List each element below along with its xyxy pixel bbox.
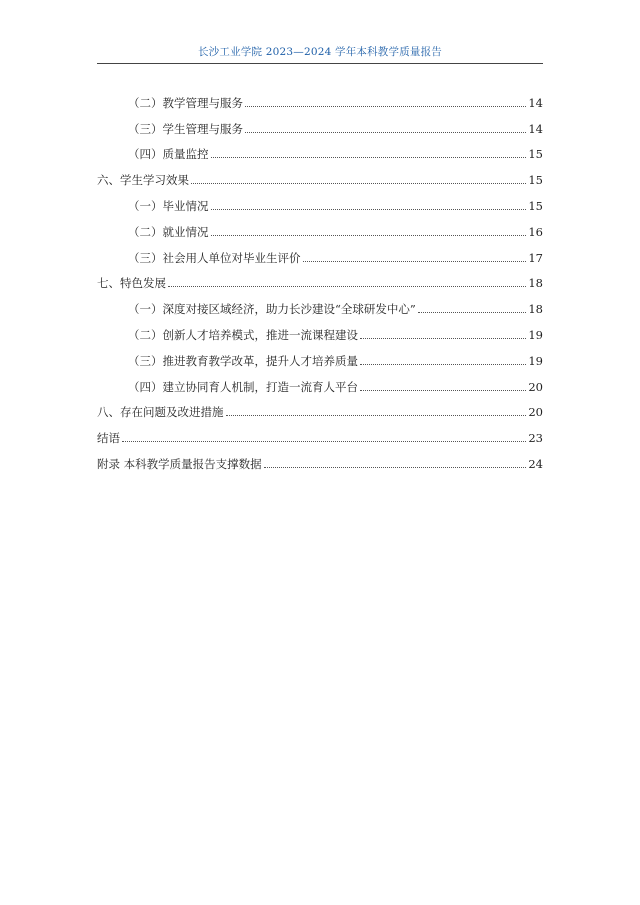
toc-entry[interactable] — [97, 342, 543, 368]
toc-dot-leader — [211, 157, 527, 158]
toc-entry[interactable] — [97, 110, 543, 136]
toc-entry[interactable] — [97, 239, 543, 265]
toc-entry-label: 六、学生学习效果 — [97, 173, 189, 188]
toc-entry-label: （二）就业情况 — [128, 224, 209, 239]
toc-entry-label: （三）社会用人单位对毕业生评价 — [128, 250, 301, 265]
toc-entry-page-number: 19 — [528, 327, 543, 342]
toc-entry-label: （一）毕业情况 — [128, 198, 209, 213]
toc-dot-leader — [168, 286, 526, 287]
toc-entry-label: 附录 本科教学质量报告支撑数据 — [97, 456, 262, 471]
toc-entry-label: 八、存在问题及改进措施 — [97, 405, 224, 420]
toc-entry[interactable] — [97, 136, 543, 162]
toc-entry-page-number: 14 — [528, 121, 543, 136]
toc-dot-leader — [360, 390, 526, 391]
toc-entry-label: 结语 — [97, 431, 120, 446]
toc-entry-page-number: 16 — [528, 224, 543, 239]
toc-entry-label: 七、特色发展 — [97, 276, 166, 291]
toc-dot-leader — [245, 132, 526, 133]
toc-entry-page-number: 15 — [528, 147, 543, 162]
toc-entry-page-number: 19 — [528, 353, 543, 368]
toc-dot-leader — [122, 441, 526, 442]
toc-entry[interactable] — [97, 316, 543, 342]
header-divider — [97, 63, 543, 64]
toc-entry-page-number: 15 — [528, 198, 543, 213]
toc-entry-page-number: 14 — [528, 95, 543, 110]
toc-entry-label: （四）建立协同育人机制，打造一流育人平台 — [128, 379, 358, 394]
toc-entry-label: （二）教学管理与服务 — [128, 95, 243, 110]
toc-entry-label: （一）深度对接区域经济，助力长沙建设“全球研发中心” — [128, 302, 416, 317]
toc-entry-page-number: 20 — [528, 405, 543, 420]
toc-entry-label: （三）学生管理与服务 — [128, 121, 243, 136]
toc-entry[interactable] — [97, 445, 543, 471]
toc-entry-page-number: 24 — [528, 456, 543, 471]
toc-entry[interactable] — [97, 368, 543, 394]
page-header-title: 长沙工业学院 2023—2024 学年本科教学质量报告 — [197, 46, 443, 58]
toc-dot-leader — [245, 106, 526, 107]
toc-entry[interactable] — [97, 265, 543, 291]
toc-entry[interactable] — [97, 394, 543, 420]
toc-dot-leader — [211, 209, 527, 210]
toc-entry-page-number: 20 — [528, 379, 543, 394]
toc-entry-page-number: 18 — [528, 276, 543, 291]
toc-entry[interactable] — [97, 187, 543, 213]
toc-dot-leader — [264, 467, 527, 468]
toc-entry-label: （三）推进教育教学改革，提升人才培养质量 — [128, 353, 358, 368]
table-of-contents — [97, 84, 543, 471]
toc-dot-leader — [226, 415, 527, 416]
toc-dot-leader — [360, 364, 526, 365]
toc-dot-leader — [303, 261, 527, 262]
toc-entry[interactable] — [97, 213, 543, 239]
toc-entry-label: （四）质量监控 — [128, 147, 209, 162]
toc-entry-page-number: 18 — [528, 302, 543, 317]
toc-entry[interactable] — [97, 419, 543, 445]
toc-entry-page-number: 23 — [528, 431, 543, 446]
toc-entry-page-number: 17 — [528, 250, 543, 265]
toc-entry-page-number: 15 — [528, 173, 543, 188]
toc-dot-leader — [191, 183, 526, 184]
toc-dot-leader — [418, 312, 527, 313]
toc-dot-leader — [360, 338, 526, 339]
toc-entry[interactable] — [97, 290, 543, 316]
toc-entry[interactable] — [97, 161, 543, 187]
toc-dot-leader — [211, 235, 527, 236]
toc-entry[interactable] — [97, 84, 543, 110]
toc-entry-label: （二）创新人才培养模式，推进一流课程建设 — [128, 327, 358, 342]
